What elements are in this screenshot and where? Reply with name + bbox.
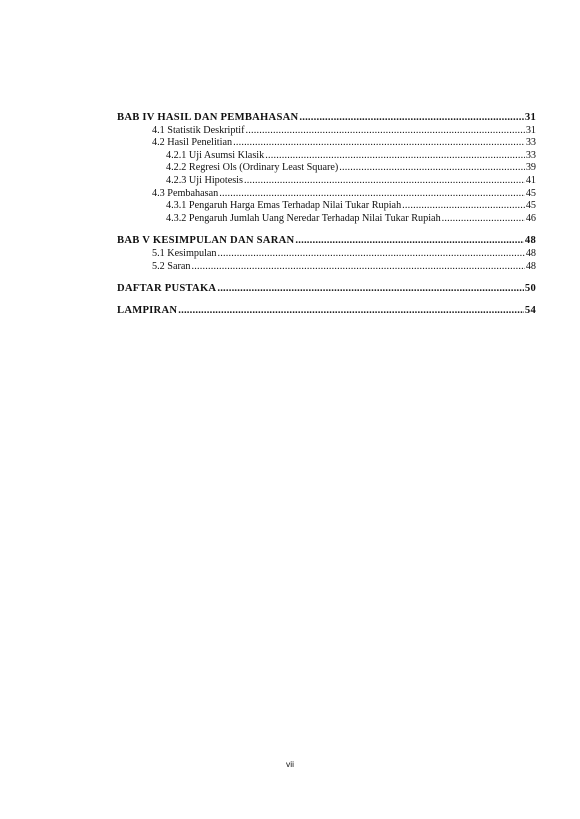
dot-leader bbox=[233, 137, 525, 150]
toc-entry-4-3[interactable] bbox=[117, 188, 536, 201]
toc-entry-5-2[interactable] bbox=[117, 261, 536, 274]
toc-entry-lampiran[interactable] bbox=[117, 305, 536, 318]
dot-leader bbox=[217, 283, 524, 296]
toc-entry-page: 33 bbox=[525, 149, 536, 161]
toc-entry-page: 39 bbox=[525, 162, 536, 174]
table-of-contents bbox=[117, 112, 536, 317]
toc-entry-title: 5.1 Kesimpulan bbox=[152, 247, 217, 259]
dot-leader bbox=[442, 213, 525, 226]
dot-leader bbox=[218, 248, 525, 261]
toc-entry-4-3-2[interactable] bbox=[117, 213, 536, 226]
dot-leader bbox=[295, 235, 524, 248]
toc-entry-title: 4.3.1 Pengaruh Harga Emas Terhadap Nilai Tukar Rupiah bbox=[166, 200, 402, 212]
toc-entry-title: 4.1 Statistik Deskriptif bbox=[152, 124, 245, 136]
dot-leader bbox=[402, 200, 525, 213]
toc-entry-title: BAB V KESIMPULAN DAN SARAN bbox=[117, 235, 295, 247]
toc-entry-title: 4.2 Hasil Penelitian bbox=[152, 137, 233, 149]
toc-entry-4-1[interactable] bbox=[117, 125, 536, 138]
toc-entry-page: 31 bbox=[524, 112, 536, 123]
toc-entry-4-2-3[interactable] bbox=[117, 175, 536, 188]
toc-entry-4-3-1[interactable] bbox=[117, 200, 536, 213]
dot-leader bbox=[219, 188, 525, 201]
toc-entry-4-2[interactable] bbox=[117, 137, 536, 150]
toc-entry-title: 5.2 Saran bbox=[152, 260, 191, 272]
toc-entry-daftar-pustaka[interactable] bbox=[117, 283, 536, 296]
toc-entry-bab-iv[interactable] bbox=[117, 112, 536, 125]
toc-entry-4-2-2[interactable] bbox=[117, 162, 536, 175]
toc-entry-page: 33 bbox=[525, 137, 536, 149]
toc-entry-4-2-1[interactable] bbox=[117, 150, 536, 163]
dot-leader bbox=[191, 261, 524, 274]
dot-leader bbox=[299, 112, 524, 125]
toc-entry-page: 41 bbox=[525, 174, 536, 186]
spacer bbox=[117, 225, 536, 235]
toc-entry-page: 45 bbox=[525, 200, 536, 212]
toc-entry-title: 4.2.3 Uji Hipotesis bbox=[166, 174, 243, 186]
toc-entry-title: DAFTAR PUSTAKA bbox=[117, 283, 217, 295]
toc-entry-page: 45 bbox=[525, 187, 536, 199]
toc-entry-title: 4.3 Pembahasan bbox=[152, 187, 219, 199]
toc-entry-page: 46 bbox=[525, 212, 536, 224]
dot-leader bbox=[339, 162, 525, 175]
toc-entry-5-1[interactable] bbox=[117, 248, 536, 261]
toc-entry-page: 48 bbox=[524, 235, 536, 247]
toc-entry-page: 48 bbox=[525, 260, 536, 272]
toc-entry-title: BAB IV HASIL DAN PEMBAHASAN bbox=[117, 112, 299, 123]
dot-leader bbox=[246, 125, 525, 138]
toc-entry-bab-v[interactable] bbox=[117, 235, 536, 248]
toc-entry-page: 50 bbox=[524, 283, 536, 295]
page-number: vii bbox=[285, 759, 295, 769]
toc-entry-title: LAMPIRAN bbox=[117, 304, 178, 316]
spacer bbox=[117, 296, 536, 305]
spacer bbox=[117, 273, 536, 283]
dot-leader bbox=[265, 150, 525, 163]
dot-leader bbox=[244, 175, 525, 188]
dot-leader bbox=[178, 305, 524, 318]
toc-entry-page: 54 bbox=[524, 304, 536, 316]
toc-entry-title: 4.2.2 Regresi Ols (Ordinary Least Square) bbox=[166, 162, 339, 174]
toc-entry-title: 4.3.2 Pengaruh Jumlah Uang Neredar Terhadap Nilai Tukar Rupiah bbox=[166, 212, 441, 224]
toc-entry-page: 48 bbox=[525, 247, 536, 259]
toc-entry-title: 4.2.1 Uji Asumsi Klasik bbox=[166, 149, 265, 161]
toc-entry-page: 31 bbox=[525, 124, 536, 136]
